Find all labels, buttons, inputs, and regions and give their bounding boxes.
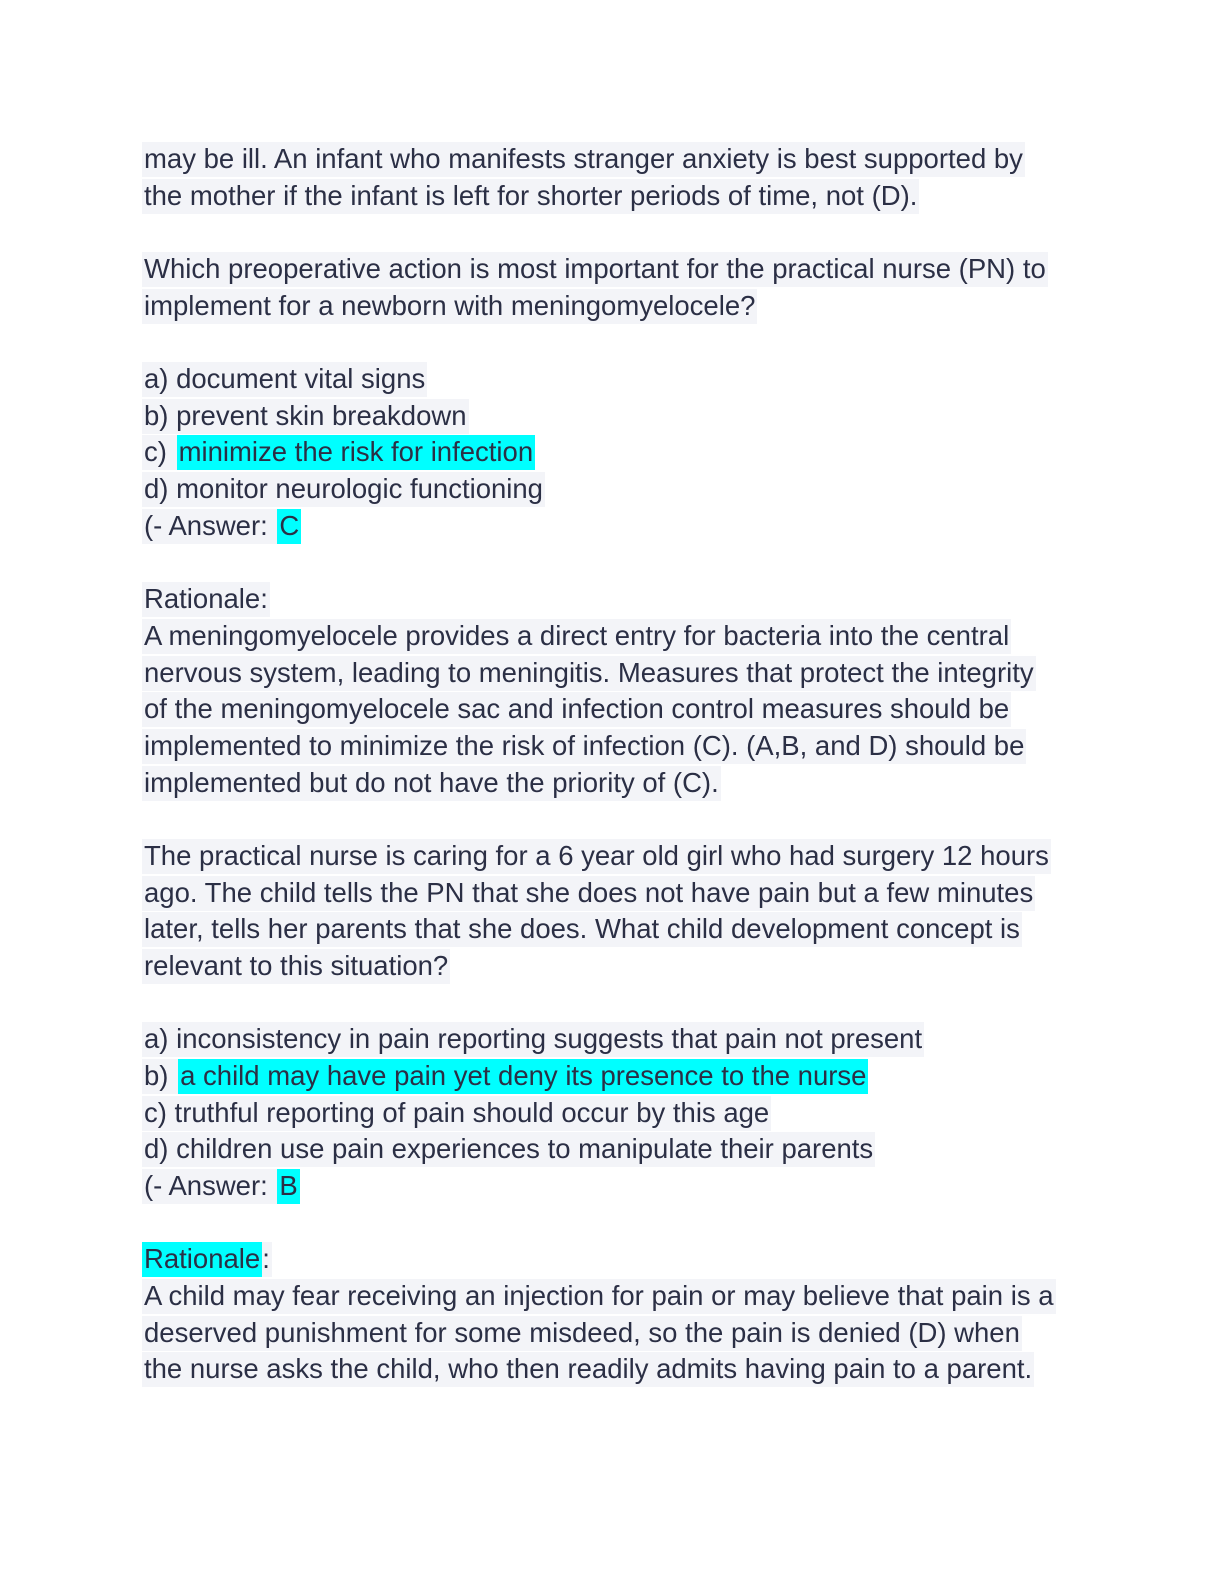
q1-option-c-highlight: minimize the risk for infection bbox=[177, 435, 536, 470]
q2-option-c: c) truthful reporting of pain should occur by this age bbox=[142, 1094, 771, 1131]
q2-rationale-label bbox=[142, 1240, 272, 1277]
q1-rationale-label: Rationale: bbox=[142, 580, 270, 617]
q2-option-b-prefix: b) bbox=[142, 1059, 178, 1094]
q2-answer-letter: B bbox=[277, 1169, 299, 1204]
q1-answer-letter: C bbox=[277, 509, 301, 544]
q2-question-line-4: relevant to this situation? bbox=[142, 947, 450, 984]
intro-line-2: the mother if the infant is left for shorter periods of time, not (D). bbox=[142, 177, 919, 214]
q2-rationale-line-2: deserved punishment for some misdeed, so the pain is denied (D) when bbox=[142, 1314, 1022, 1351]
q1-option-b: b) prevent skin breakdown bbox=[142, 397, 469, 434]
q2-rationale-line-3: the nurse asks the child, who then readily admits having pain to a parent. bbox=[142, 1350, 1034, 1387]
q2-rationale-word: Rationale bbox=[142, 1242, 262, 1277]
q1-rationale-line-5: implemented but do not have the priority of (C). bbox=[142, 764, 721, 801]
q1-answer-prefix: (- Answer: bbox=[142, 509, 277, 544]
q1-option-d: d) monitor neurologic functioning bbox=[142, 470, 545, 507]
q1-option-c bbox=[142, 433, 535, 470]
q1-rationale-line-2: nervous system, leading to meningitis. Measures that protect the integrity bbox=[142, 654, 1036, 691]
q2-question-line-1: The practical nurse is caring for a 6 year old girl who had surgery 12 hours bbox=[142, 837, 1051, 874]
q1-option-c-prefix: c) bbox=[142, 435, 177, 470]
q2-rationale-colon: : bbox=[262, 1242, 272, 1277]
q1-option-a: a) document vital signs bbox=[142, 360, 427, 397]
q1-question-line-2: implement for a newborn with meningomyelocele? bbox=[142, 287, 757, 324]
q2-option-b-highlight: a child may have pain yet deny its presence to the nurse bbox=[178, 1059, 868, 1094]
q2-question-line-2: ago. The child tells the PN that she does not have pain but a few minutes bbox=[142, 874, 1035, 911]
q2-answer-prefix: (- Answer: bbox=[142, 1169, 277, 1204]
q1-answer bbox=[142, 507, 301, 544]
q2-answer bbox=[142, 1167, 300, 1204]
q1-rationale-line-4: implemented to minimize the risk of infection (C). (A,B, and D) should be bbox=[142, 727, 1026, 764]
q2-question-line-3: later, tells her parents that she does. What child development concept is bbox=[142, 910, 1022, 947]
q2-option-a: a) inconsistency in pain reporting suggests that pain not present bbox=[142, 1020, 924, 1057]
q1-question-line-1: Which preoperative action is most important for the practical nurse (PN) to bbox=[142, 250, 1048, 287]
q1-rationale-line-3: of the meningomyelocele sac and infection control measures should be bbox=[142, 690, 1011, 727]
q2-option-d: d) children use pain experiences to manipulate their parents bbox=[142, 1130, 875, 1167]
q2-rationale-line-1: A child may fear receiving an injection for pain or may believe that pain is a bbox=[142, 1277, 1056, 1314]
q2-option-b bbox=[142, 1057, 868, 1094]
intro-line-1: may be ill. An infant who manifests stranger anxiety is best supported by bbox=[142, 140, 1025, 177]
q1-rationale-line-1: A meningomyelocele provides a direct entry for bacteria into the central bbox=[142, 617, 1011, 654]
